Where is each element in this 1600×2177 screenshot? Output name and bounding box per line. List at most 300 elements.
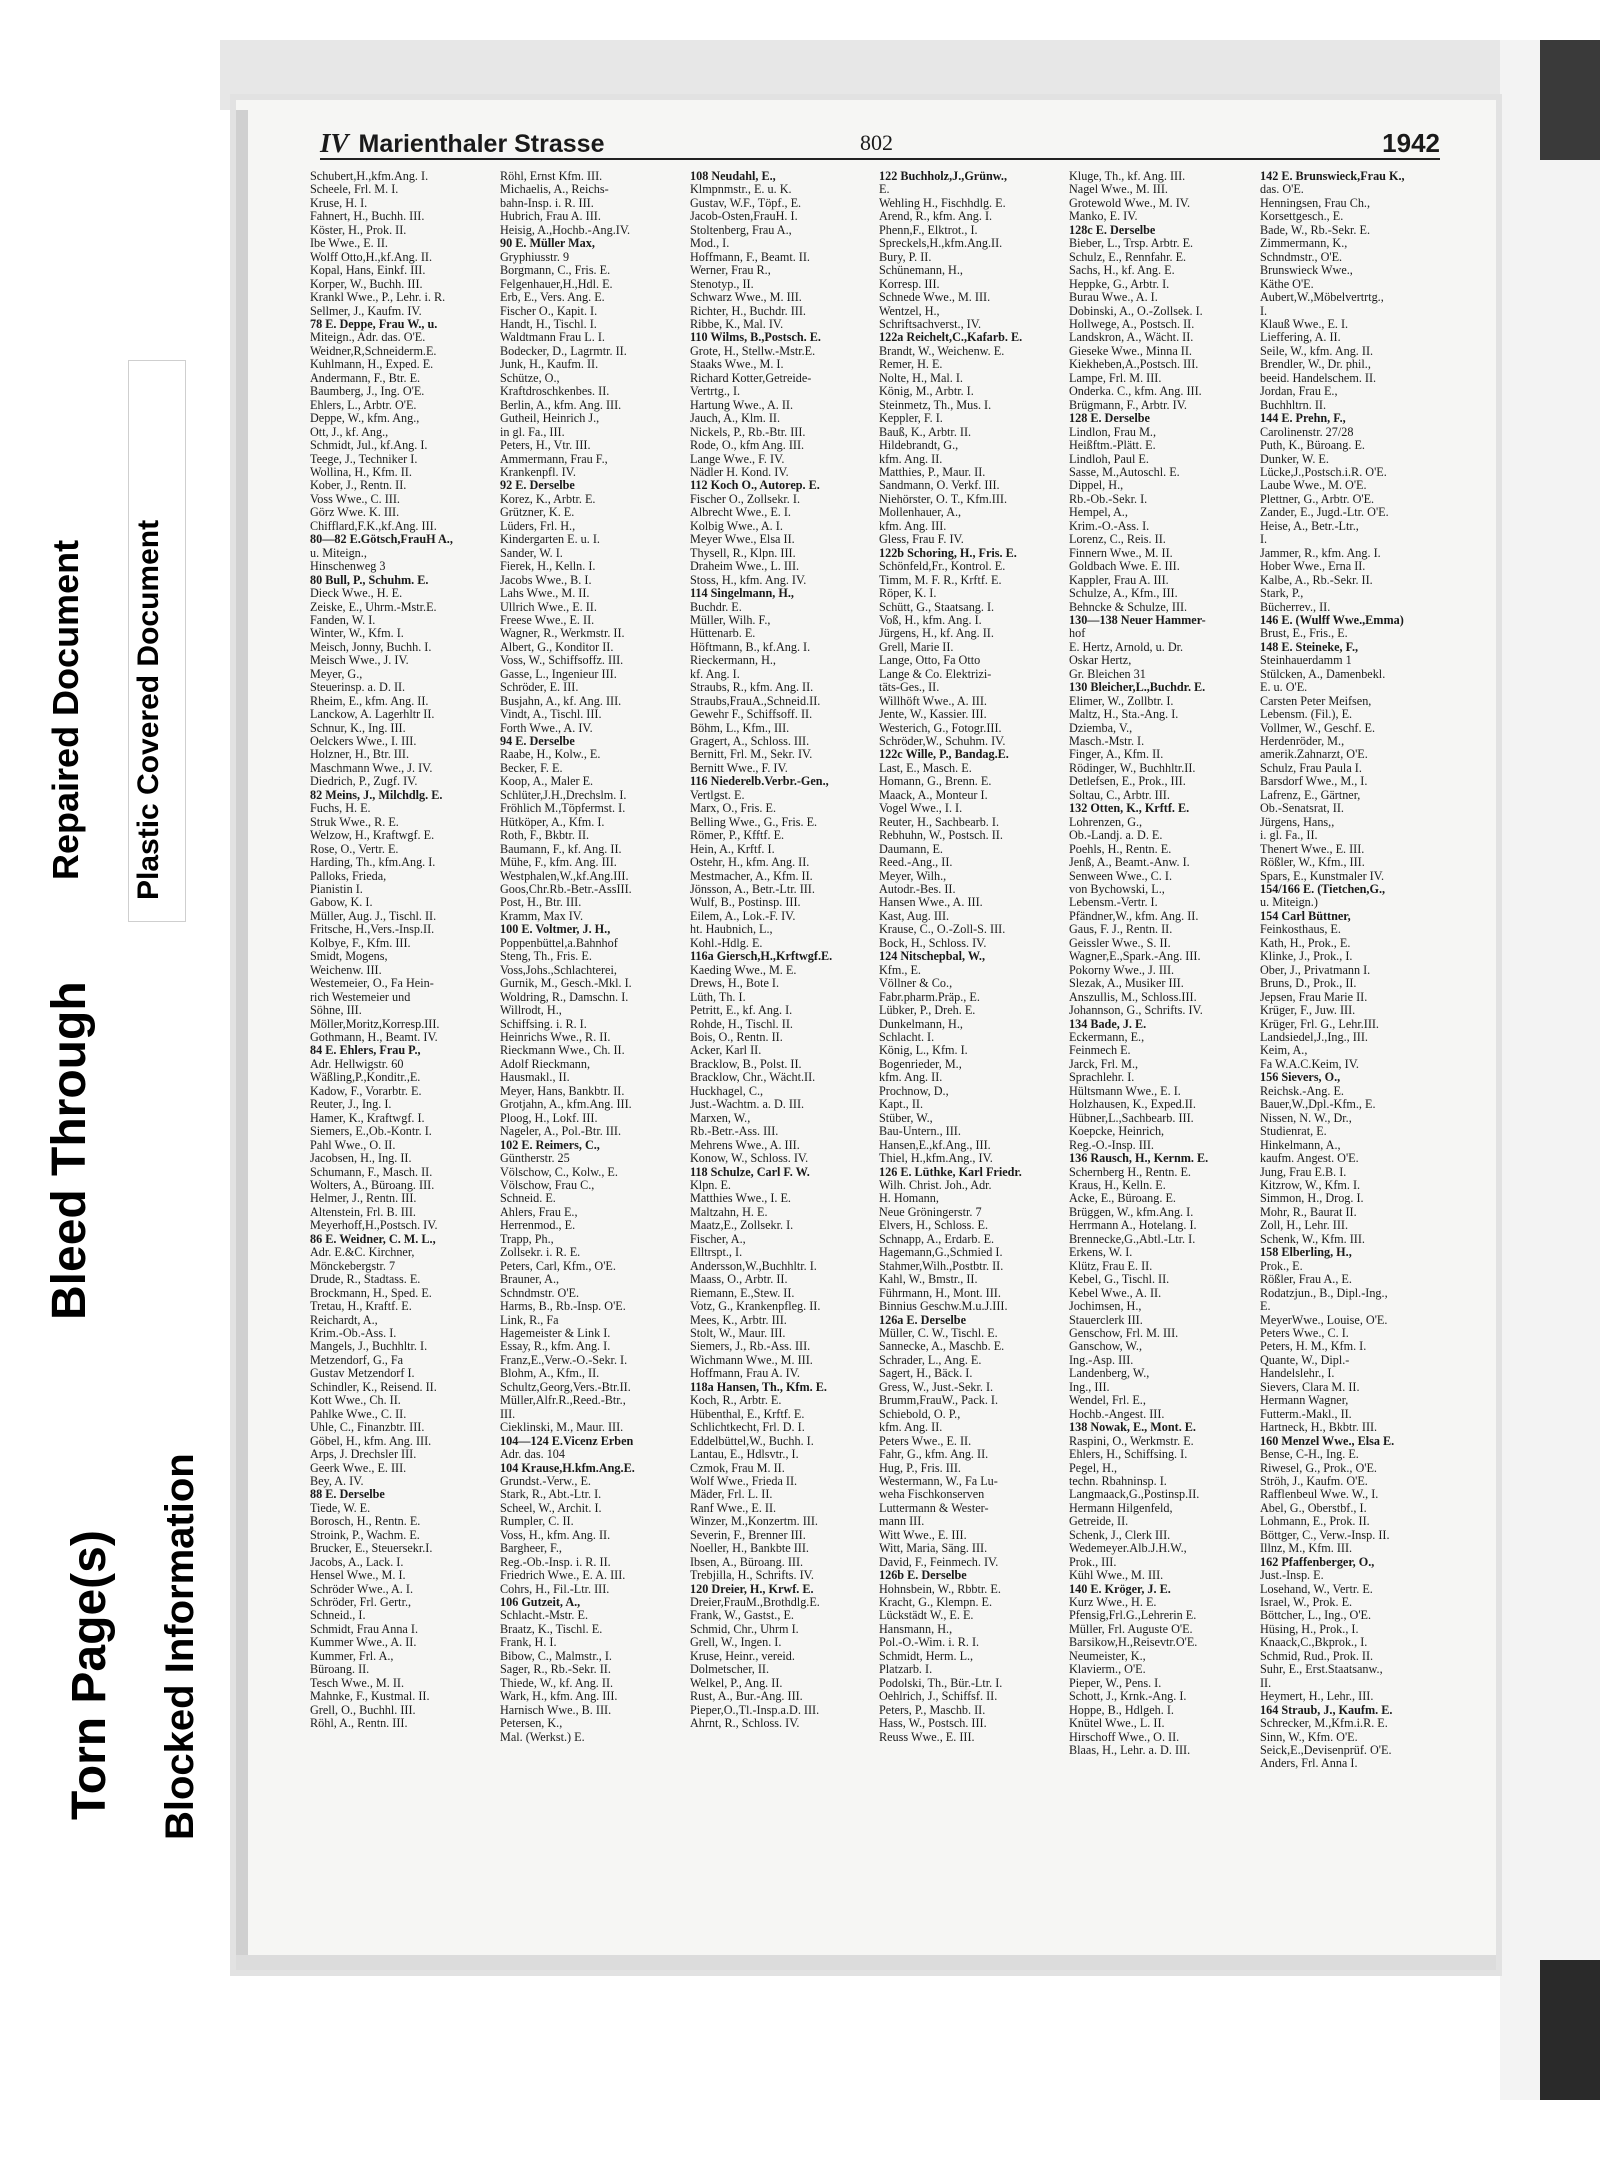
listing-line: 124 Nitschepbal, W.,	[879, 950, 985, 964]
listing-line: Lebensm.-Vertr. I.	[1069, 896, 1158, 910]
listing-line: 128 E. Derselbe	[1069, 412, 1150, 426]
listing-line: Poppenbüttel,a.Bahnhof	[500, 936, 618, 950]
listing-line: 118a Hansen, Th., Kfm. E.	[690, 1380, 827, 1394]
column-4	[879, 170, 1057, 1890]
listing-line: 104—124 E.Vicenz Erben	[500, 1434, 634, 1448]
listing-line: Finger, A., Kfm. II.	[1069, 748, 1164, 762]
listing-line: Koop, A., Maler E.	[500, 775, 594, 789]
listing-line: Lafrenz, E., Gärtner,	[1260, 788, 1361, 802]
listing-line: Schumann, F., Masch. II.	[310, 1165, 433, 1179]
listing-line: Fahr, G., kfm. Ang. II.	[879, 1448, 989, 1462]
listing-line: Reuss Wwe., E. III.	[879, 1730, 975, 1744]
listing-line: Borgmann, C., Fris. E.	[500, 264, 611, 278]
listing-line: Diedrich, P., Zugf. IV.	[310, 775, 418, 789]
listing-line: 78 E. Deppe, Frau W., u.	[310, 317, 438, 331]
listing-line: Palloks, Frieda,	[310, 869, 387, 883]
listing-line: Hagemann,G.,Schmied I.	[879, 1246, 1003, 1260]
listing-line: Kober, J., Rentn. II.	[310, 479, 407, 493]
listing-line: Jung, Frau E.B. I.	[1260, 1165, 1347, 1179]
listing-line: Reg.-Ob.-Insp. i. R. II.	[500, 1555, 611, 1569]
listing-line: Zimmermann, K.,	[1260, 237, 1348, 251]
listing-line: Timm, M. F. R., Krftf. E.	[879, 573, 1002, 587]
listing-line: Bauer,W.,Dpl.-Kfm., E.	[1260, 1098, 1376, 1112]
listing-line: Mees, K., Arbtr. III.	[690, 1313, 787, 1327]
listing-line: Heymert, H., Lehr., III.	[1260, 1690, 1374, 1704]
listing-line: Junk, H., Kaufm. II.	[500, 358, 599, 372]
listing-line: Reichardt, A.,	[310, 1313, 378, 1327]
listing-line: Ganschow, W.,	[1069, 1340, 1143, 1354]
listing-line: Neumeister, K.,	[1069, 1649, 1146, 1663]
listing-line: Hubrich, Frau A. III.	[500, 210, 601, 224]
listing-line: Peters, P., Maschb. II.	[879, 1703, 986, 1717]
listing-line: Thysell, R., Klpn. III.	[690, 546, 796, 560]
listing-line: Meyer Wwe., Elsa II.	[690, 533, 795, 547]
listing-line: Metzendorf, G., Fa	[310, 1353, 404, 1367]
listing-line: Senween Wwe., C. I.	[1069, 869, 1173, 883]
listing-line: Grotjahn, A., kfm.Ang. III.	[500, 1098, 632, 1112]
listing-line: 92 E. Derselbe	[500, 479, 575, 493]
listing-line: 130—138 Neuer Hammer-	[1069, 613, 1206, 627]
listing-line: Borosch, H., Rentn. E.	[310, 1515, 421, 1529]
listing-line: I.	[1260, 304, 1268, 318]
directory-columns	[310, 170, 1445, 1890]
listing-line: Winzer, M.,Konzertm. III.	[690, 1515, 818, 1529]
listing-line: Burau Wwe., A. I.	[1069, 291, 1158, 305]
listing-line: Gurnik, M., Gesch.-Mkl. I.	[500, 977, 632, 991]
listing-line: Pieper,O.,Tl.-Insp.a.D. III.	[690, 1703, 820, 1717]
listing-line: Kolbye, F., Kfm. III.	[310, 936, 411, 950]
listing-line: Siemers, E.,Ob.-Kontr. I.	[310, 1125, 432, 1139]
listing-line: Gryphiusstr. 9	[500, 250, 570, 264]
listing-line: Lückstädt W., E. E.	[879, 1609, 974, 1623]
listing-line: Schulze, A., Kfm., III.	[1069, 587, 1178, 601]
listing-line: Heppke, G., Arbtr. I.	[1069, 277, 1170, 291]
listing-line: Quante, W., Dipl.-	[1260, 1353, 1350, 1367]
listing-line: Detlefsen, E., Prok., III.	[1069, 775, 1186, 789]
listing-line: Johannson, G., Schrifts. IV.	[1069, 1004, 1203, 1018]
listing-line: Simmon, H., Drog. I.	[1260, 1192, 1364, 1206]
listing-line: E. u. O'E.	[1260, 681, 1308, 695]
header-street-name: Marienthaler Strasse	[358, 130, 605, 158]
listing-line: Vogel Wwe., I. I.	[879, 802, 963, 816]
listing-line: Schrecker, M.,Kfm.i.R. E.	[1260, 1717, 1388, 1731]
listing-line: 122 Buchholz,J.,Grünw.,	[879, 170, 1007, 183]
listing-line: Kapt., II.	[879, 1098, 923, 1112]
listing-line: Grell, Marie II.	[879, 640, 954, 654]
listing-line: Westphalen,W.,kf.Ang.III.	[500, 869, 629, 883]
listing-line: Harding, Th., kfm.Ang. I.	[310, 856, 436, 870]
listing-line: Herrmann A., Hotelang. I.	[1069, 1219, 1197, 1233]
scan-corner-shadow-bottom	[1540, 1960, 1600, 2100]
page-left-edge	[236, 110, 248, 1970]
listing-line: Rumpler, C. II.	[500, 1515, 574, 1529]
listing-line: Eilem, A., Lok.-F. IV.	[690, 909, 796, 923]
listing-line: Noeller, H., Bankbte III.	[690, 1542, 809, 1556]
listing-line: Zander, E., Jugd.-Ltr. O'E.	[1260, 506, 1389, 520]
listing-line: Prok., III.	[1069, 1555, 1117, 1569]
column-3	[690, 170, 868, 1890]
listing-line: Andersson,W.,Buchhltr. I.	[690, 1259, 817, 1273]
listing-line: Rieckermann, H.,	[690, 654, 776, 668]
listing-line: Richard Kotter,Getreide-	[690, 371, 812, 385]
listing-line: Maack, A., Monteur I.	[879, 788, 988, 802]
listing-line: Meyerhoff,H.,Postsch. IV.	[310, 1219, 438, 1233]
listing-line: Schndmstr. O'E.	[500, 1286, 580, 1300]
listing-line: Phenn,F., Elktrot., I.	[879, 223, 978, 237]
listing-line: Wolters, A., Büroang. III.	[310, 1178, 435, 1192]
listing-line: Güntherstr. 25	[500, 1152, 570, 1166]
listing-line: Teege, J., Techniker I.	[310, 452, 418, 466]
listing-line: Klmpnmstr., E. u. K.	[690, 183, 792, 197]
listing-line: Stenotyp., II.	[690, 277, 754, 291]
listing-line: Ing., III.	[1069, 1380, 1110, 1394]
listing-line: Nissen, N. W., Dr.,	[1260, 1111, 1352, 1125]
listing-line: Koepcke, Heinrich,	[1069, 1125, 1165, 1139]
header-section-numeral: IV	[320, 128, 349, 158]
listing-line: Aubert,W.,Möbelvertrtg.,	[1260, 291, 1384, 305]
listing-line: Losehand, W., Vertr. E.	[1260, 1582, 1373, 1596]
listing-line: Weichenw. III.	[310, 963, 382, 977]
listing-line: 112 Koch O., Autorep. E.	[690, 479, 820, 493]
listing-line: Miteign., Adr. das. O'E.	[310, 331, 426, 345]
listing-line: Wagner, R., Werkmstr. II.	[500, 627, 625, 641]
listing-line: Anders, Frl. Anna I.	[1260, 1757, 1358, 1771]
listing-line: Bury, P. II.	[879, 250, 932, 264]
listing-line: Fierek, H., Kelln. I.	[500, 560, 596, 574]
listing-line: Illnz, M., Kfm. III.	[1260, 1542, 1353, 1556]
listing-line: II.	[1260, 1676, 1272, 1690]
listing-line: Neue Gröningerstr. 7	[879, 1205, 982, 1219]
listing-line: 88 E. Derselbe	[310, 1488, 385, 1502]
listing-line: Hass, W., Postsch. III.	[879, 1717, 987, 1731]
scan-corner-shadow-top	[1540, 40, 1600, 160]
listing-line: Kindergarten E. u. I.	[500, 533, 600, 547]
listing-line: Scheele, Frl. M. I.	[310, 183, 399, 197]
listing-line: 84 E. Ehlers, Frau P.,	[310, 1044, 421, 1058]
listing-line: Ullrich Wwe., E. II.	[500, 600, 597, 614]
listing-line: Meyer, Hans, Bankbtr. II.	[500, 1084, 625, 1098]
listing-line: Goos,Chr.Rb.-Betr.-AssIII.	[500, 883, 632, 897]
listing-line: Dieck Wwe., H. E.	[310, 587, 403, 601]
listing-line: Cohrs, H., Fil.-Ltr. III.	[500, 1582, 610, 1596]
listing-line: Siemers, J., Rb.-Ass. III.	[690, 1340, 811, 1354]
listing-line: Drude, R., Stadtass. E.	[310, 1273, 421, 1287]
listing-line: Israel, W., Prok. E.	[1260, 1596, 1353, 1610]
listing-line: Voss, W., Schiffsoffz. III.	[500, 654, 624, 668]
listing-line: Brust, E., Fris., E.	[1260, 627, 1348, 641]
listing-line: Tesch Wwe., M. II.	[310, 1676, 405, 1690]
listing-line: 120 Dreier, H., Krwf. E.	[690, 1582, 814, 1596]
listing-line: Kolbig Wwe., A. I.	[690, 519, 783, 533]
listing-line: Pianistin I.	[310, 883, 363, 897]
listing-line: Trebjilla, H., Schrifts. IV.	[690, 1569, 814, 1583]
listing-line: Wolf Wwe., Frieda II.	[690, 1474, 798, 1488]
listing-line: Wilh. Christ. Joh., Adr.	[879, 1178, 992, 1192]
listing-line: Klavierm., O'E.	[1069, 1663, 1146, 1677]
listing-line: Gragert, A., Schloss. III.	[690, 735, 810, 749]
listing-line: Nagel Wwe., M. III.	[1069, 183, 1168, 197]
listing-line: Sachs, H., kf. Ang. E.	[1069, 264, 1175, 278]
listing-line: Fischer O., Kapit. I.	[500, 304, 598, 318]
listing-line: Vindt, A., Tischl. III.	[500, 708, 602, 722]
listing-line: Maass, O., Arbtr. II.	[690, 1273, 788, 1287]
listing-line: 156 Sievers, O.,	[1260, 1071, 1341, 1085]
listing-line: Grote, H., Stellw.-Mstr.E.	[690, 344, 816, 358]
listing-line: Reg.-O.-Insp. III.	[1069, 1138, 1154, 1152]
listing-line: Sellmer, J., Kaufm. IV.	[310, 304, 422, 318]
listing-line: Reuter, H., Sachbearb. I.	[879, 815, 999, 829]
listing-line: Schmid, Rud., Prok. II.	[1260, 1649, 1374, 1663]
listing-line: Holzhausen, K., Exped.II.	[1069, 1098, 1196, 1112]
listing-line: Smidt, Mogens,	[310, 950, 388, 964]
listing-line: Bruns, D., Prok., II.	[1260, 977, 1357, 991]
listing-line: Krüger, Frl. G., Lehr.III.	[1260, 1017, 1379, 1031]
listing-line: Thiede, W., kf. Ang. II.	[500, 1676, 614, 1690]
listing-line: Jenß, A., Beamt.-Anw. I.	[1069, 856, 1190, 870]
listing-line: Bracklow, B., Polst. II.	[690, 1057, 802, 1071]
listing-line: Straubs, R., kfm. Ang. II.	[690, 681, 814, 695]
listing-line: Laube Wwe., M. O'E.	[1260, 479, 1367, 493]
listing-line: Hartung Wwe., A. II.	[690, 398, 794, 412]
listing-line: Platzarb. I.	[879, 1663, 933, 1677]
listing-line: Stroink, P., Wachm. E.	[310, 1528, 420, 1542]
listing-line: Schulz, Frau Paula I.	[1260, 761, 1362, 775]
listing-line: 160 Menzel Wwe., Elsa E.	[1260, 1434, 1395, 1448]
listing-line: Straubs,FrauA.,Schneid.II.	[690, 694, 821, 708]
page-header	[320, 128, 1440, 160]
listing-line: 122b Schoring, H., Fris. E.	[879, 546, 1017, 560]
listing-line: Brockmann, H., Sped. E.	[310, 1286, 432, 1300]
listing-line: Michaelis, A., Reichs-	[500, 183, 609, 197]
listing-line: Albrecht Wwe., E. I.	[690, 506, 791, 520]
listing-line: Geissler Wwe., S. II.	[1069, 936, 1171, 950]
listing-line: 108 Neudahl, E.,	[690, 170, 776, 183]
listing-line: Arend, R., kfm. Ang. I.	[879, 210, 993, 224]
listing-line: Kahl, W., Bmstr., II.	[879, 1273, 978, 1287]
listing-line: Ob.-Landj. a. D. E.	[1069, 829, 1163, 843]
listing-line: ht. Haubnich, L.,	[690, 923, 773, 937]
listing-line: Schriftsachverst., IV.	[879, 317, 981, 331]
listing-line: Bernitt Wwe., F. IV.	[690, 761, 788, 775]
listing-line: Konow, W., Schloss. IV.	[690, 1152, 809, 1166]
listing-line: amerik.Zahnarzt, O'E.	[1260, 748, 1368, 762]
listing-line: Schröder Wwe., A. I.	[310, 1582, 414, 1596]
listing-line: Stark, P.,	[1260, 587, 1304, 601]
listing-line: Link, R., Fa	[500, 1313, 559, 1327]
listing-line: 144 E. Prehn, F.,	[1260, 412, 1346, 426]
listing-line: Mahnke, F., Kustmal. II.	[310, 1690, 430, 1704]
listing-line: kfm. Ang. II.	[879, 1421, 943, 1435]
listing-line: Eckermann, E.,	[1069, 1031, 1145, 1044]
page-bottom-edge	[236, 1955, 1496, 1970]
listing-line: Seick,E.,Devisenprüf. O'E.	[1260, 1744, 1392, 1758]
listing-line: Grundst.-Verw., E.	[500, 1474, 591, 1488]
listing-line: Hinschenweg 3	[310, 560, 386, 574]
listing-line: Schott, J., Krnk.-Ang. I.	[1069, 1690, 1187, 1704]
listing-line: Lieffering, A. II.	[1260, 331, 1341, 345]
listing-line: Braatz, K., Tischl. E.	[500, 1622, 603, 1636]
listing-line: Harnisch Wwe., B. III.	[500, 1703, 612, 1717]
listing-line: Grotewold Wwe., M. IV.	[1069, 196, 1191, 210]
listing-line: Witt Wwe., E. III.	[879, 1528, 967, 1542]
listing-line: Prochnow, D.,	[879, 1084, 949, 1098]
listing-line: Rode, O., kfm Ang. III.	[690, 439, 805, 453]
listing-line: Rb.-Betr.-Ass. III.	[690, 1125, 779, 1139]
listing-line: Kast, Aug. III.	[879, 909, 950, 923]
listing-line: Kummer Wwe., A. II.	[310, 1636, 417, 1650]
listing-line: Acker, Karl II.	[690, 1044, 762, 1058]
listing-line: Schröder, E. III.	[500, 681, 579, 695]
listing-line: 126a E. Derselbe	[879, 1313, 966, 1327]
listing-line: Krankl Wwe., P., Lehr. i. R.	[310, 291, 446, 305]
listing-line: Kruse, Heinr., vereid.	[690, 1649, 795, 1663]
listing-line: Schmidt, Frau Anna I.	[310, 1622, 418, 1636]
listing-line: Gustav Metzendorf I.	[310, 1367, 415, 1381]
listing-line: Reed.-Ang., II.	[879, 856, 953, 870]
listing-line: Hagemeister & Link I.	[500, 1326, 611, 1340]
listing-line: Wendel, Frl. E.,	[1069, 1394, 1146, 1408]
listing-line: das. O'E.	[1260, 183, 1304, 197]
listing-line: Hug, P., Fris. III.	[879, 1461, 961, 1475]
listing-line: Gr. Bleichen 31	[1069, 667, 1146, 681]
listing-line: Grell, W., Ingen. I.	[690, 1636, 782, 1650]
listing-line: Hansen,E.,kf.Ang., III.	[879, 1138, 991, 1152]
listing-line: 162 Pfaffenberger, O.,	[1260, 1555, 1375, 1569]
listing-line: Dippel, H.,	[1069, 479, 1124, 493]
listing-line: Wedemeyer.Alb.J.H.W.,	[1069, 1542, 1187, 1556]
listing-line: Jacobsen, H., Ing. II.	[310, 1152, 412, 1166]
listing-line: Böhm, L., Kfm., III.	[690, 721, 790, 735]
listing-line: Getreide, II.	[1069, 1515, 1129, 1529]
listing-line: Westerich, G., Fotogr.III.	[879, 721, 1002, 735]
listing-line: Brennecke,G.,Abtl.-Ltr. I.	[1069, 1232, 1196, 1246]
listing-line: Schneid. E.	[500, 1192, 556, 1206]
listing-line: Meisch Wwe., J. IV.	[310, 654, 409, 668]
listing-line: 140 E. Kröger, J. E.	[1069, 1582, 1171, 1596]
listing-line: Zollsekr. i. R. E.	[500, 1246, 581, 1260]
listing-line: Manko, E. IV.	[1069, 210, 1138, 224]
listing-line: Brauner, A.,	[500, 1273, 560, 1287]
listing-line: Rafflenbeul Wwe. W., I.	[1260, 1488, 1379, 1502]
listing-line: E.	[879, 183, 890, 197]
listing-line: Sinn, W., Kfm. O'E.	[1260, 1730, 1358, 1744]
listing-line: Brandt, W., Weichenw. E.	[879, 344, 1005, 358]
listing-line: Suhr, E., Erst.Staatsanw.,	[1260, 1663, 1383, 1677]
listing-line: Zeiske, E., Uhrm.-Mstr.E.	[310, 600, 437, 614]
listing-line: Maschmann Wwe., J. IV.	[310, 761, 433, 775]
listing-line: Schwarz Wwe., M. III.	[690, 291, 802, 305]
listing-line: Willrodt, H.,	[500, 1004, 562, 1018]
listing-line: Erkens, W. I.	[1069, 1246, 1133, 1260]
listing-line: Ing.-Asp. III.	[1069, 1353, 1134, 1367]
listing-line: Steuerinsp. a. D. II.	[310, 681, 406, 695]
listing-line: Dreier,FrauM.,Brothdlg.E.	[690, 1596, 820, 1610]
listing-line: Abel, G., Oberstbf., I.	[1260, 1501, 1367, 1515]
listing-line: Welkel, P., Ang. II.	[690, 1676, 783, 1690]
listing-line: Plettner, G., Arbtr. O'E.	[1260, 492, 1375, 506]
listing-line: Autodr.-Bes. II.	[879, 883, 956, 897]
listing-line: Maatz,E., Zollsekr. I.	[690, 1219, 794, 1233]
listing-line: techn. Rbahninsp. I.	[1069, 1474, 1167, 1488]
listing-line: Nädler H. Kond. IV.	[690, 465, 789, 479]
listing-line: Schnapp, A., Erdarb. E.	[879, 1232, 995, 1246]
listing-line: Gieseke Wwe., Minna II.	[1069, 344, 1192, 358]
listing-line: Brügmann, F., Arbtr. IV.	[1069, 398, 1187, 412]
listing-line: Mohr, R., Baurat II.	[1260, 1205, 1357, 1219]
listing-line: Fuchs, H. E.	[310, 802, 371, 816]
listing-line: 110 Wilms, B.,Postsch. E.	[690, 331, 821, 345]
listing-line: Stülcken, A., Damenbekl.	[1260, 667, 1386, 681]
listing-line: Anszullis, M., Schloss.III.	[1069, 990, 1197, 1004]
listing-line: Peters, Carl, Kfm., O'E.	[500, 1259, 616, 1273]
listing-line: Rohde, H., Tischl. II.	[690, 1017, 793, 1031]
listing-line: Peters, H. M., Kfm. I.	[1260, 1340, 1367, 1354]
listing-line: Busjahn, A., kf. Ang. III.	[500, 694, 622, 708]
listing-line: mann III.	[879, 1515, 925, 1529]
listing-line: Schlacht. I.	[879, 1031, 935, 1044]
listing-line: Hültsmann Wwe., E. I.	[1069, 1084, 1181, 1098]
listing-line: Ranf Wwe., E. II.	[690, 1501, 777, 1515]
listing-line: Voß, H., kfm. Ang. I.	[879, 613, 982, 627]
listing-line: Steinmetz, Th., Mus. I.	[879, 398, 992, 412]
listing-line: Landsiedel,J.,Ing., III.	[1260, 1031, 1368, 1044]
scan-right-border	[1500, 40, 1600, 2100]
listing-line: Bauß, K., Arbtr. II.	[879, 425, 972, 439]
listing-line: Feinkosthaus, E.	[1260, 923, 1341, 937]
listing-line: Hausmakl., II.	[500, 1071, 570, 1085]
listing-line: Lindloh, Paul E.	[1069, 452, 1149, 466]
listing-line: Kiekheben,A.,Postsch. III.	[1069, 358, 1199, 372]
listing-line: Rößler, W., Kfm., III.	[1260, 856, 1365, 870]
listing-line: Sagert, H., Bäck. I.	[879, 1367, 973, 1381]
listing-line: Hartneck, H., Bkbtr. III.	[1260, 1421, 1378, 1435]
listing-line: Kruse, H. I.	[310, 196, 368, 210]
listing-line: Schenk, J., Clerk III.	[1069, 1528, 1171, 1542]
listing-line: Homann, G., Brenn. E.	[879, 775, 992, 789]
listing-line: Jacob-Osten,FrauH. I.	[690, 210, 798, 224]
listing-line: Schindler, K., Reisend. II.	[310, 1380, 437, 1394]
listing-line: Völlner & Co.,	[879, 977, 953, 991]
listing-line: Frank, H. I.	[500, 1636, 557, 1650]
listing-line: Elvers, H., Schloss. E.	[879, 1219, 989, 1233]
listing-line: Andermann, F., Btr. E.	[310, 371, 421, 385]
listing-line: täts-Ges., II.	[879, 681, 940, 695]
column-1	[310, 170, 488, 1890]
listing-line: Lücke,J.,Postsch.i.R. O'E.	[1260, 465, 1387, 479]
listing-line: Oehlrich, J., Schiffsf. II.	[879, 1690, 998, 1704]
listing-line: Gless, Frau F. IV.	[879, 533, 964, 547]
listing-line: Schulz, E., Rennfahr. E.	[1069, 250, 1187, 264]
listing-line: Schlichtkecht, Frl. D. I.	[690, 1421, 805, 1435]
listing-line: Gutheil, Heinrich J.,	[500, 412, 600, 426]
listing-line: Pol.-O.-Wim. i. R. I.	[879, 1636, 980, 1650]
listing-line: Stüber, W.,	[879, 1111, 933, 1125]
listing-line: Ploog, H., Lokf. III.	[500, 1111, 598, 1125]
listing-line: Struk Wwe., R. E.	[310, 815, 399, 829]
listing-line: Luttermann & Wester-	[879, 1501, 989, 1515]
listing-line: Koch, R., Arbtr. E.	[690, 1394, 782, 1408]
listing-line: Schrader, L., Ang. E.	[879, 1353, 982, 1367]
listing-line: Marx, O., Fris. E.	[690, 802, 776, 816]
listing-line: Genschow, Frl. M. III.	[1069, 1326, 1179, 1340]
listing-line: in gl. Fa., III.	[500, 425, 565, 439]
listing-line: Acke, E., Büroang. E.	[1069, 1192, 1176, 1206]
listing-line: Cieklinski, M., Maur. III.	[500, 1421, 624, 1435]
listing-line: Fahnert, H., Buchh. III.	[310, 210, 425, 224]
listing-line: Trapp, Ph.,	[500, 1232, 554, 1246]
listing-line: Krim.-O.-Ass. I.	[1069, 519, 1150, 533]
listing-line: 86 E. Weidner, C. M. L.,	[310, 1232, 436, 1246]
